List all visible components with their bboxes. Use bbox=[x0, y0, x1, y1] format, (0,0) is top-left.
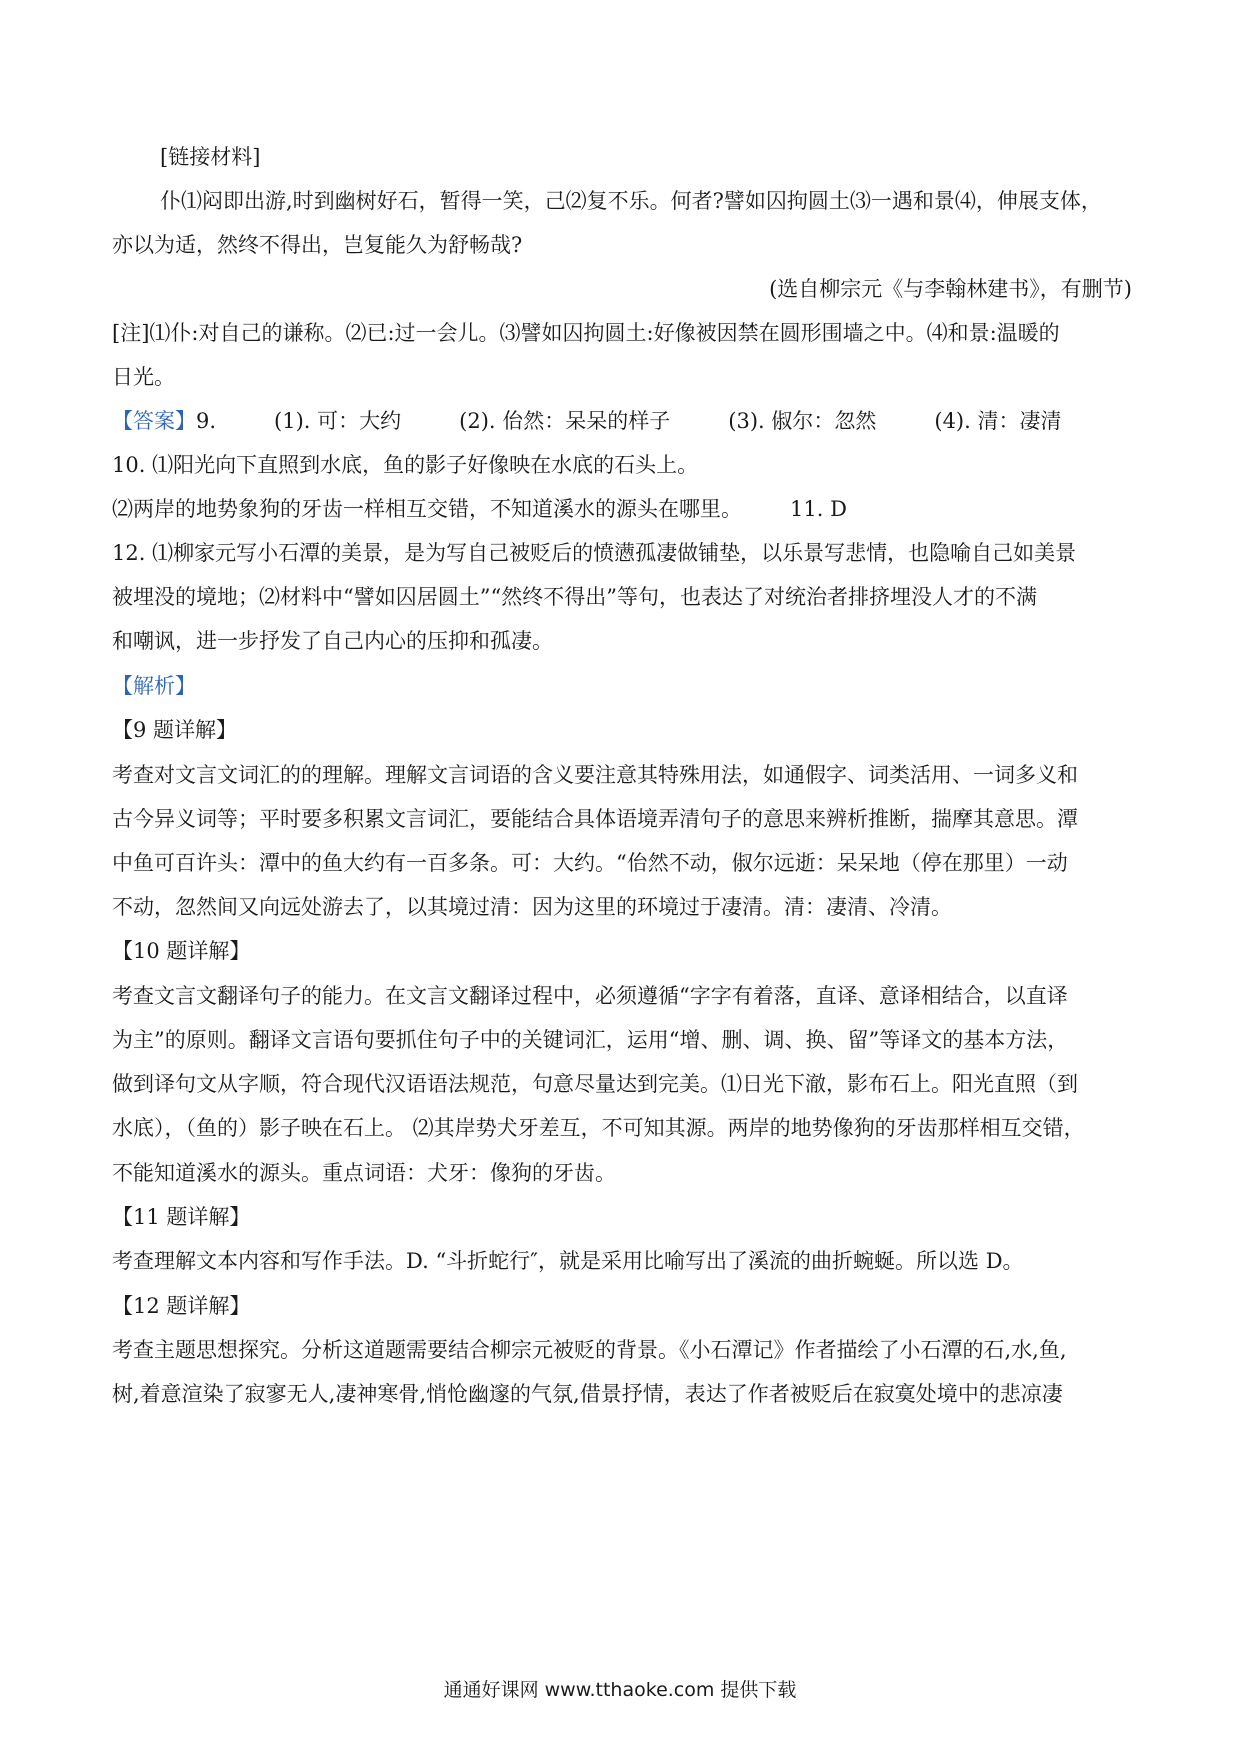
answer-q10-part-2: ⑵两岸的地势象狗的牙齿一样相互交错，不知道溪水的源头在哪里。 bbox=[112, 497, 742, 521]
answer-q9-line bbox=[112, 408, 1132, 434]
answer-q9-item-3: (3). 俶尔：忽然 bbox=[728, 409, 877, 433]
q9-detail-title: 【9 题详解】 bbox=[112, 718, 238, 742]
answer-q12-line-3: 和嘲讽，进一步抒发了自己内心的压抑和孤凄。 bbox=[112, 629, 553, 653]
answer-label: 【答案】 bbox=[112, 409, 196, 433]
q10-detail-line-1: 考查文言文翻译句子的能力。在文言文翻译过程中，必须遵循“字字有着落，直译、意译相结合，以直译 bbox=[112, 984, 1068, 1008]
q12-detail-title: 【12 题详解】 bbox=[112, 1294, 251, 1318]
note-line-1: [注]⑴仆:对自己的谦称。⑵已:过一会儿。⑶譬如囚拘圆土:好像被因禁在圆形围墙之中。⑷和景:温暖的 bbox=[112, 321, 1060, 345]
note-line-2: 日光。 bbox=[112, 365, 175, 389]
q11-detail-line-1: 考查理解文本内容和写作手法。D. “斗折蛇行″，就是采用比喻写出了溪流的曲折蜿蜒。所以选 D。 bbox=[112, 1249, 1024, 1273]
answer-q11: 11. D bbox=[790, 497, 847, 521]
q10-detail-line-3: 做到译句文从字顺，符合现代汉语语法规范，句意尽量达到完美。⑴日光下澈，影布石上。阳光直照（到 bbox=[112, 1072, 1078, 1096]
q10-detail-line-2: 为主”的原则。翻译文言语句要抓住句子中的关键词汇，运用“增、删、调、换、留”等译文的基本方法， bbox=[112, 1028, 1069, 1052]
q12-detail-line-2: 树,着意渲染了寂寥无人,凄神寒骨,悄怆幽邃的气氛,借景抒情，表达了作者被贬后在寂寞处境中的悲凉凄 bbox=[112, 1382, 1063, 1406]
link-material-paragraph-line-1: 仆⑴闷即出游,时到幽树好石，暂得一笑，己⑵复不乐。何者?譬如囚拘圆土⑶一遇和景⑷，伸展支体， bbox=[160, 189, 1102, 213]
q10-detail-line-5: 不能知道溪水的源头。重点词语：犬牙：像狗的牙齿。 bbox=[112, 1161, 616, 1185]
q9-detail-line-4: 不动，忽然间又向远处游去了，以其境过清：因为这里的环境过于凄清。清：凄清、冷清。 bbox=[112, 895, 952, 919]
q9-detail-line-2: 古今异义词等；平时要多积累文言词汇，要能结合具体语境弄清句子的意思来辨析推断，揣摩其意思。潭 bbox=[112, 807, 1078, 831]
link-material-paragraph-line-2: 亦以为适，然终不得出，岂复能久为舒畅哉? bbox=[112, 233, 523, 257]
answer-q12-line-1: 12. ⑴柳家元写小石潭的美景，是为写自己被贬后的愤懑孤凄做铺垫，以乐景写悲情，也隐喻自己如美景 bbox=[112, 541, 1077, 565]
q9-detail-line-1: 考查对文言文词汇的的理解。理解文言词语的含义要注意其特殊用法，如通假字、词类活用、一词多义和 bbox=[112, 763, 1078, 787]
answer-q9-number: 9. bbox=[196, 409, 217, 433]
q9-detail-line-3: 中鱼可百许头：潭中的鱼大约有一百多条。可：大约。“佁然不动，俶尔远逝：呆呆地（停在那里）一动 bbox=[112, 851, 1068, 875]
answer-q12-line-2: 被埋没的境地；⑵材料中“譬如囚居圆土”“然终不得出”等句，也表达了对统治者排挤埋没人才的不满 bbox=[112, 585, 1037, 609]
answer-q9-item-2: (2). 佁然：呆呆的样子 bbox=[459, 409, 671, 433]
answer-q10-line-2 bbox=[112, 496, 1132, 522]
answer-q9-item-4: (4). 清：凄清 bbox=[934, 409, 1062, 433]
q10-detail-title: 【10 题详解】 bbox=[112, 939, 251, 963]
q11-detail-title: 【11 题详解】 bbox=[112, 1205, 251, 1229]
page-footer: 通通好课网 www.tthaoke.com 提供下载 bbox=[443, 1679, 797, 1701]
link-material-heading: [链接材料] bbox=[160, 145, 261, 169]
answer-q10-line-1: 10. ⑴阳光向下直照到水底，鱼的影子好像映在水底的石头上。 bbox=[112, 453, 699, 477]
link-material-source: (选自柳宗元《与李翰林建书》，有删节) bbox=[769, 277, 1132, 301]
answer-q9-item-1: (1). 可：大约 bbox=[274, 409, 402, 433]
analysis-label: 【解析】 bbox=[112, 674, 196, 698]
q12-detail-line-1: 考查主题思想探究。分析这道题需要结合柳宗元被贬的背景。《小石潭记》作者描绘了小石潭的石,水,鱼, bbox=[112, 1338, 1067, 1362]
q10-detail-line-4: 水底），（鱼的）影子映在石上。 ⑵其岸势犬牙差互，不可知其源。两岸的地势像狗的牙齿那样相互交错， bbox=[112, 1116, 1085, 1140]
